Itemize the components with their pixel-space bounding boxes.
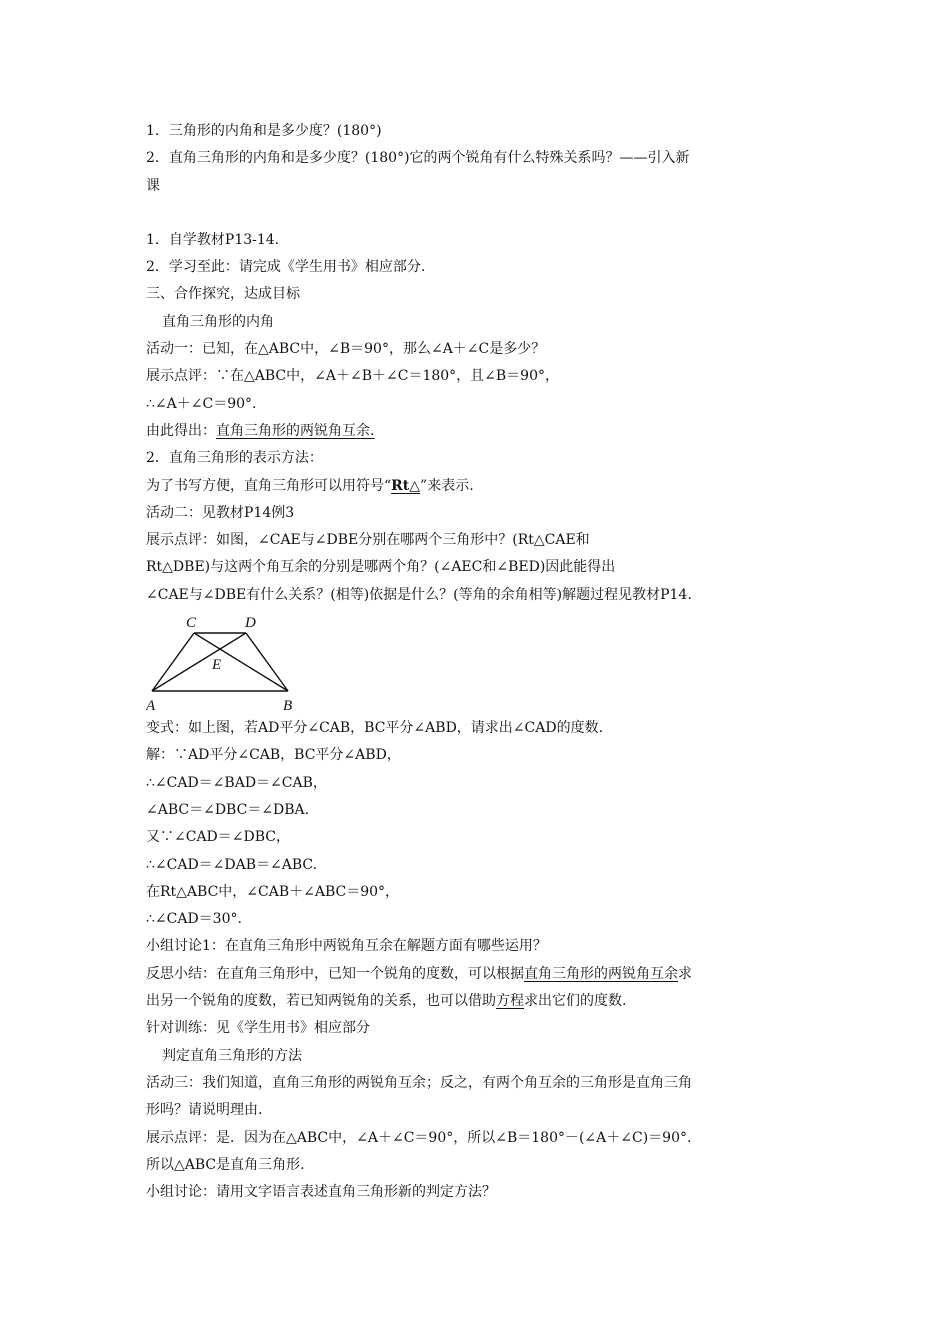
targeted-training: 针对训练：见《学生用书》相应部分 — [146, 1020, 370, 1037]
intro-question-2-cont: 课 — [146, 177, 160, 194]
conclusion — [146, 418, 816, 445]
reflection-2 — [146, 988, 816, 1015]
intro-question-1: 1．三角形的内角和是多少度？(180°) — [146, 123, 382, 139]
triangle-figure — [146, 611, 306, 715]
solution-line-1: 解：∵AD平分∠CAB，BC平分∠ABD， — [146, 747, 401, 764]
section-heading: 三、合作探究，达成目标 — [146, 286, 300, 303]
solution-line-6: 在Rt△ABC中，∠CAB＋∠ABC＝90°， — [146, 883, 400, 900]
solution-line-3: ∠ABC＝∠DBC＝∠DBA. — [146, 801, 310, 818]
segment-cb — [194, 633, 288, 691]
intro-question-2: 2．直角三角形的内角和是多少度？(180°)它的两个锐角有什么特殊关系吗？——引入新 — [146, 150, 690, 167]
activity-2: 活动二：见教材P14例3 — [146, 504, 295, 521]
representation-text — [146, 473, 816, 500]
variant-question: 变式：如上图，若AD平分∠CAB，BC平分∠ABD，请求出∠CAD的度数. — [146, 720, 604, 737]
activity-2-review-2: Rt△DBE)与这两个角互余的分别是哪两个角？(∠AEC和∠BED)因此能得出 — [146, 559, 616, 576]
self-study-2: 2．学习至此：请完成《学生用书》相应部分. — [146, 259, 426, 276]
subheading-interior-angles: 直角三角形的内角 — [162, 313, 274, 330]
spacer — [146, 200, 816, 227]
reflection-text-b: 求 — [678, 965, 692, 982]
conclusion-underlined: 直角三角形的两锐角互余. — [216, 422, 375, 439]
activity-3: 活动三：我们知道，直角三角形的两锐角互余；反之，有两个角互余的三角形是直角三角 — [146, 1074, 692, 1091]
group-discussion-1: 小组讨论1：在直角三角形中两锐角互余在解题方面有哪些运用？ — [146, 938, 547, 955]
representation-prefix: 为了书写方便，直角三角形可以用符号“ — [146, 477, 392, 494]
label-e: E — [212, 657, 222, 674]
self-study-1: 1．自学教材P13-14. — [146, 231, 280, 248]
label-b: B — [283, 698, 293, 715]
solution-line-4: 又∵∠CAD＝∠DBC， — [146, 829, 290, 846]
conclusion-prefix: 由此得出： — [146, 422, 216, 439]
reflection-underlined-2: 方程 — [496, 993, 524, 1010]
label-d: D — [245, 615, 256, 632]
reflection-underlined-1: 直角三角形的两锐角互余 — [524, 965, 678, 982]
group-discussion-2: 小组讨论：请用文字语言表述直角三角形新的判定方法？ — [146, 1184, 496, 1201]
segment-ac — [152, 633, 194, 691]
reflection-text-d: 求出它们的度数. — [524, 993, 627, 1010]
activity-3-result: 所以△ABC是直角三角形. — [146, 1156, 305, 1173]
activity-1: 活动一：已知，在△ABC中，∠B＝90°，那么∠A＋∠C是多少？ — [146, 341, 546, 358]
activity-3-review: 展示点评：是．因为在△ABC中，∠A＋∠C＝90°，所以∠B＝180°－(∠A＋∠C)＝90°. — [146, 1129, 692, 1146]
label-a: A — [146, 698, 156, 715]
solution-line-5: ∴∠CAD＝∠DAB＝∠ABC. — [146, 856, 318, 873]
reflection-text-c: 出另一个锐角的度数，若已知两锐角的关系，也可以借助 — [146, 993, 496, 1010]
activity-2-review-1: 展示点评：如图，∠CAE与∠DBE分别在哪两个三角形中？(Rt△CAE和 — [146, 532, 590, 549]
solution-line-7: ∴∠CAD＝30°. — [146, 911, 242, 928]
reflection-1 — [146, 961, 816, 988]
segment-ad — [152, 633, 246, 691]
representation-title: 2．直角三角形的表示方法： — [146, 450, 323, 467]
representation-suffix: ”来表示. — [420, 477, 474, 494]
activity-1-result: ∴∠A＋∠C＝90°. — [146, 395, 257, 412]
document-body — [146, 118, 816, 1206]
subheading-judgement: 判定直角三角形的方法 — [162, 1047, 302, 1064]
segment-db — [246, 633, 288, 691]
triangle-diagram — [146, 611, 306, 715]
activity-3-cont: 形吗？请说明理由. — [146, 1102, 263, 1119]
reflection-text-a: 反思小结：在直角三角形中，已知一个锐角的度数，可以根据 — [146, 965, 524, 982]
activity-2-review-3: ∠CAE与∠DBE有什么关系？(相等)依据是什么？(等角的余角相等)解题过程见教材P14. — [146, 586, 692, 603]
solution-line-2: ∴∠CAD＝∠BAD＝∠CAB， — [146, 774, 327, 791]
activity-1-review: 展示点评：∵在△ABC中，∠A＋∠B＋∠C＝180°，且∠B＝90°， — [146, 368, 559, 385]
label-c: C — [186, 615, 197, 632]
rt-symbol: Rt△ — [391, 477, 421, 494]
